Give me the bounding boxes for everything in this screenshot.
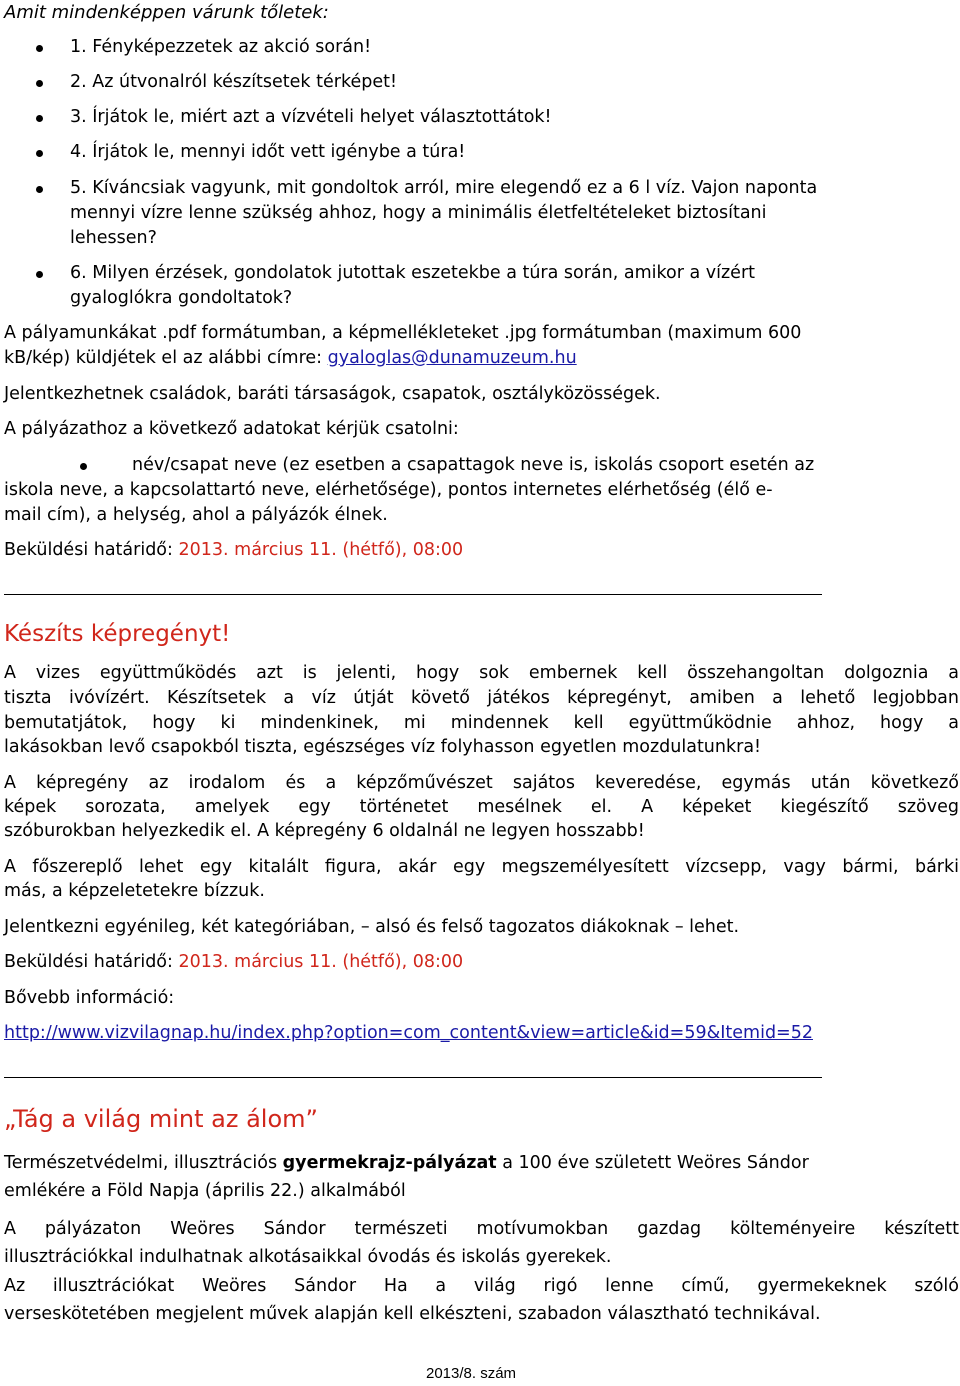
paragraph-line: bemutatjátok, hogy ki mindenkinek, mi mindennek kell együttműködnie ahhoz, hogy a: [4, 713, 959, 733]
paragraph-line: verseskötetében megjelent művek alapján kell elkészteni, szabadon választható technikával.: [4, 1304, 821, 1324]
bullet-icon: [36, 45, 43, 52]
deadline-label: Beküldési határidő:: [4, 540, 179, 560]
list-item: 5. Kíváncsiak vagyunk, mit gondoltok arról, mire elegendő ez a 6 l víz. Vajon naponta: [70, 178, 818, 198]
paragraph-line: tiszta ivóvízért. Készítsetek a víz útját követő játékos képregényt, amiben a lehető legjobban: [4, 688, 959, 708]
submission-text-prefix: kB/kép) küldjétek el az alábbi címre:: [4, 348, 328, 368]
paragraph-line: képek sorozata, amelyek egy történetet mesélnek el. A képeket kiegészítő szöveg: [4, 797, 959, 817]
paragraph-line: szóburokban helyezkedik el. A képregény 6 oldalnál ne legyen hosszabb!: [4, 821, 645, 841]
deadline-value: 2013. március 11. (hétfő), 08:00: [178, 540, 464, 560]
world-intro-bold: gyermekrajz-pályázat: [282, 1153, 497, 1173]
apply-text: Jelentkezhetnek családok, baráti társaságok, csapatok, osztályközösségek.: [4, 384, 661, 404]
list-item: név/csapat neve (ez esetben a csapattagok neve is, iskolás csoport esetén az: [132, 455, 815, 475]
paragraph-line: emlékére a Föld Napja (április 22.) alkalmából: [4, 1181, 406, 1201]
paragraph-line: Az illusztrációkat Weöres Sándor Ha a világ rigó lenne című, gyermekeknek szóló: [4, 1276, 959, 1296]
list-item-continuation: iskola neve, a kapcsolattartó neve, elérhetősége), pontos internetes elérhetőség (élő e-: [4, 480, 773, 500]
world-title: „Tág a világ mint az álom”: [4, 1105, 318, 1133]
deadline: [4, 950, 463, 974]
paragraph-line: Jelentkezni egyénileg, két kategóriában, – alsó és felső tagozatos diákoknak – lehet.: [4, 917, 740, 937]
list-item: 1. Fényképezzetek az akció során!: [70, 37, 372, 57]
paragraph-line: A pályázaton Weöres Sándor természeti motívumokban gazdag költeményeire készített: [4, 1219, 959, 1239]
deadline-label: Beküldési határidő:: [4, 952, 179, 972]
intro-title: Amit mindenképpen várunk tőletek:: [4, 2, 329, 23]
divider: [4, 594, 822, 595]
bullet-icon: [36, 115, 43, 122]
world-intro-suffix: a 100 éve született Weöres Sándor: [496, 1153, 809, 1173]
paragraph-line: más, a képzeletetekre bízzuk.: [4, 881, 265, 901]
divider: [4, 1077, 822, 1078]
submission-text: [4, 346, 577, 370]
bullet-icon: [36, 150, 43, 157]
email-link[interactable]: gyaloglas@dunamuzeum.hu: [327, 348, 577, 368]
page-footer: 2013/8. szám: [426, 1365, 517, 1382]
paragraph-line: illusztrációkkal indulhatnak alkotásaikkal óvodás és iskolás gyerekek.: [4, 1247, 612, 1267]
list-item-continuation: mail cím), a helység, ahol a pályázók élnek.: [4, 505, 388, 525]
comic-title: Készíts képregényt!: [4, 621, 231, 647]
list-item-continuation: lehessen?: [70, 228, 157, 248]
world-intro-prefix: Természetvédelmi, illusztrációs: [4, 1153, 283, 1173]
list-item-continuation: gyaloglókra gondoltatok?: [70, 288, 293, 308]
bullet-icon: [80, 463, 87, 470]
list-item: 6. Milyen érzések, gondolatok jutottak eszetekbe a túra során, amikor a vízért: [70, 263, 755, 283]
list-item: 3. Írjátok le, miért azt a vízvételi helyet választottátok!: [70, 107, 552, 127]
deadline-value: 2013. március 11. (hétfő), 08:00: [178, 952, 464, 972]
paragraph-line: lakásokban levő csapokból tiszta, egészséges víz folyhasson egyetlen mozdulatunkra!: [4, 737, 762, 757]
paragraph-line: A főszereplő lehet egy kitalált figura, akár egy megszemélyesített vízcsepp, vagy bármi, bárki: [4, 857, 959, 877]
bullet-icon: [36, 80, 43, 87]
paragraph-line: A vizes együttműködés azt is jelenti, hogy sok embernek kell összehangoltan dolgoznia a: [4, 663, 959, 683]
paragraph-line: [4, 1151, 809, 1175]
bullet-icon: [36, 271, 43, 278]
list-item: 2. Az útvonalról készítsetek térképet!: [70, 72, 397, 92]
submission-text: A pályamunkákat .pdf formátumban, a képmellékleteket .jpg formátumban (maximum 600: [4, 323, 802, 343]
more-info-label: Bővebb információ:: [4, 988, 175, 1008]
attach-text: A pályázathoz a következő adatokat kérjük csatolni:: [4, 419, 459, 439]
paragraph-line: A képregény az irodalom és a képzőművészet sajátos keveredése, egymás után következő: [4, 773, 959, 793]
deadline: [4, 538, 463, 562]
bullet-icon: [36, 186, 43, 193]
list-item-continuation: mennyi vízre lenne szükség ahhoz, hogy a minimális életfeltételeket biztosítani: [70, 203, 767, 223]
list-item: 4. Írjátok le, mennyi időt vett igénybe a túra!: [70, 142, 466, 162]
info-url-link[interactable]: http://www.vizvilagnap.hu/index.php?option=com_content&view=article&id=59&Itemid=52: [4, 1023, 813, 1043]
